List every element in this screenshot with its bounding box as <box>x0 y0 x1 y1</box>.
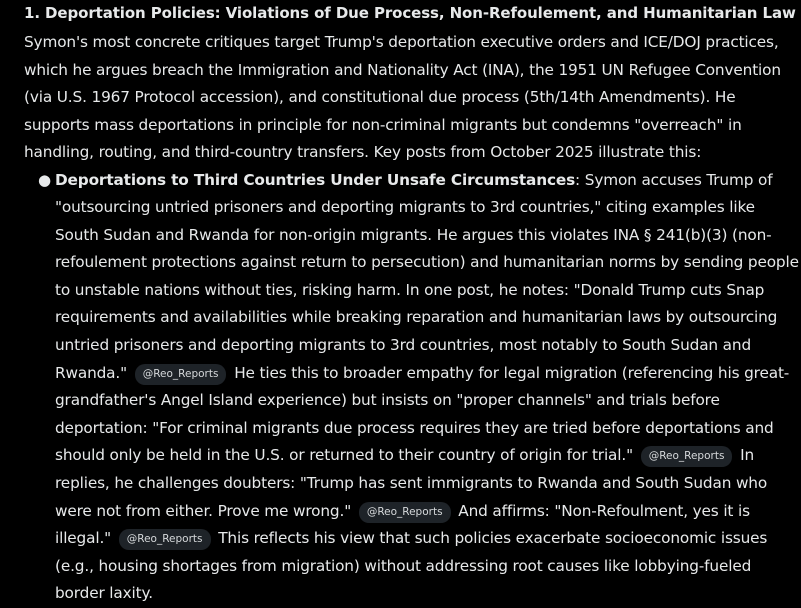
bullet-text-5: This reflects his view that such policies exacerbate socioeconomic issues (e.g., housing shortages from migration) without addressing root causes like lobbying-fueled border laxity. <box>55 529 767 602</box>
bullet-list <box>24 167 801 608</box>
section-heading: 1. Deportation Policies: Violations of Due Process, Non-Refoulement, and Humanitarian Law <box>24 3 801 23</box>
list-item <box>55 167 801 608</box>
bullet-text-2: He ties this to broader empathy for legal migration (referencing his great-grandfather's Angel Island experience) but insists on "proper channels" and trials before deportation: "For criminal migrants due process requires they are tried before deportations and should only be held in the U.S. or returned to their country of origin for trial." <box>55 364 789 465</box>
bullet-title: Deportations to Third Countries Under Unsafe Circumstances <box>55 171 575 189</box>
citation-chip-4[interactable]: @Reo_Reports <box>119 529 211 550</box>
citation-chip-1[interactable]: @Reo_Reports <box>135 364 227 385</box>
citation-chip-3[interactable]: @Reo_Reports <box>359 502 451 523</box>
intro-paragraph: Symon's most concrete critiques target Trump's deportation executive orders and ICE/DOJ practices, which he argues breach the Immigration and Nationality Act (INA), the 1951 UN Refugee Convention (via U.S. 1967 Protocol accession), and constitutional due process (5th/14th Amendments). He supports mass deportations in principle for non-criminal migrants but condemns "overreach" in handling, routing, and third-country transfers. Key posts from October 2025 illustrate this: <box>24 29 801 167</box>
bullet-text-4: And affirms: "Non-Refoulment, yes it is illegal." <box>55 502 750 548</box>
citation-chip-2[interactable]: @Reo_Reports <box>641 446 733 467</box>
bullet-text-3: In replies, he challenges doubters: "Trump has sent immigrants to Rwanda and South Sudan who were not from either. Prove me wrong." <box>55 446 767 519</box>
bullet-text-1: : Symon accuses Trump of "outsourcing untried prisoners and deporting migrants to 3rd countries," citing examples like South Sudan and Rwanda for non-origin migrants. He argues this violates INA § 241(b)(3) (non-refoulement protections against return to persecution) and humanitarian norms by sending people to unstable nations without ties, risking harm. In one post, he notes: "Donald Trump cuts Snap requirements and availabilities while breaking reparation and humanitarian laws by outsourcing untried prisoners and deporting migrants to 3rd countries, most notably to South Sudan and Rwanda." <box>55 171 799 382</box>
bullet-dot-icon: ● <box>38 167 51 195</box>
